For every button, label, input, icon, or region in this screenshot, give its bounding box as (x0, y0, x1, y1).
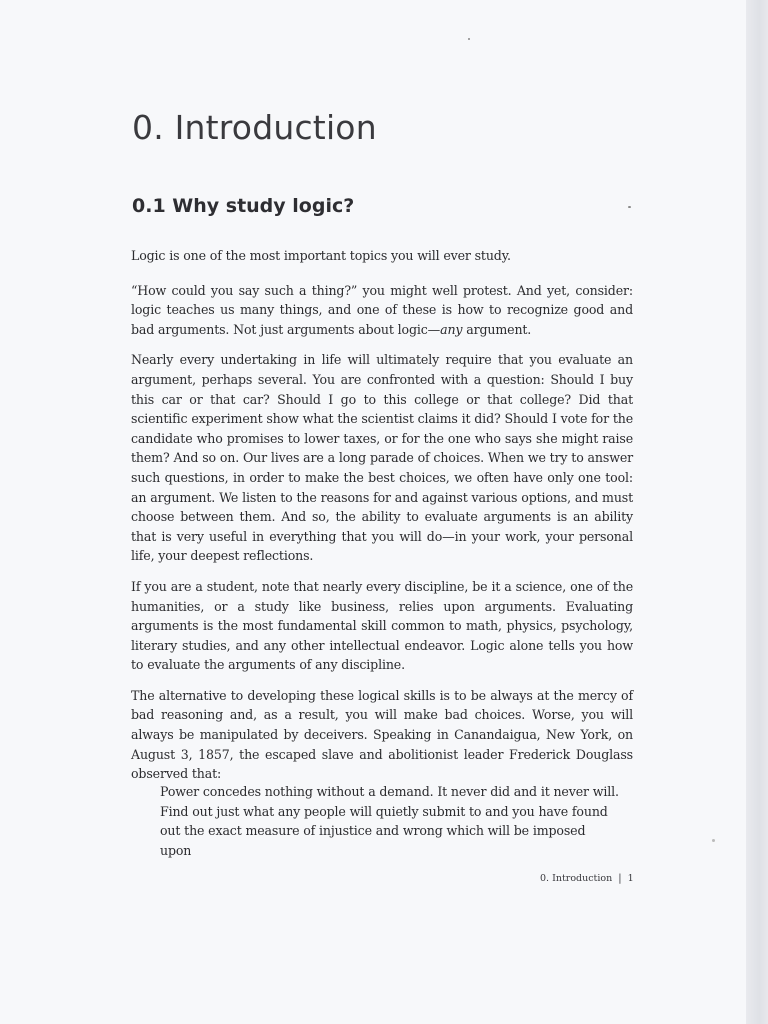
body-text (131, 246, 633, 795)
paragraph-2 (131, 281, 633, 340)
scan-speck (712, 839, 715, 842)
running-head: 0. Introduction (540, 873, 613, 884)
page-edge (746, 0, 768, 1024)
paragraph-2-before: “How could you say such a thing?” you might well protest. And yet, consider: logic teaches us many things, and one of these is how to recognize good and bad arguments. Not just arguments about logic— (131, 282, 633, 337)
scan-speck (468, 38, 470, 40)
paragraph-1: Logic is one of the most important topics you will ever study. (131, 248, 511, 263)
scan-speck (628, 206, 631, 208)
footer-separator: | (618, 873, 622, 884)
section-title: 0.1 Why study logic? (132, 195, 355, 217)
block-quote: Power concedes nothing without a demand. It never did and it never will. Find out just what any people will quietly submit to and you have found out the exact measure of injustice and wrong which will be imposed upon (160, 784, 619, 858)
paragraph-2-after: argument. (462, 321, 532, 337)
paragraph-4: If you are a student, note that nearly every discipline, be it a science, one of the humanities, or a study like business, relies upon arguments. Evaluating arguments is the most fundamental skill common to math, physics, psychology, literary studies, and any other intellectual endeavor. Logic alone tells you how to evaluate the arguments of any discipline. (131, 578, 633, 673)
paragraph-2-emphasis: any (440, 321, 463, 337)
page-footer (540, 873, 634, 884)
paragraph-3: Nearly every undertaking in life will ultimately require that you evaluate an argument, perhaps several. You are confronted with a question: Should I buy this car or that car? Should I go to this college or that college? Did that scientific experiment show what the scientist claims it did? Should I vote for the candidate who promises to lower taxes, or for the one who says she might raise them? And so on. Our lives are a long parade of choices. When we try to answer such questions, in order to make the best choices, we often have only one tool: an argument. We listen to the reasons for and against various options, and must choose between them. And so, the ability to evaluate arguments is an ability that is very useful in everything that you will do—in your work, your personal life, your deepest reflections. (131, 352, 633, 564)
paragraph-5: The alternative to developing these logical skills is to be always at the mercy of bad reasoning and, as a result, you will make bad choices. Worse, you will always be manipulated by deceivers. Speaking in Canandaigua, New York, on August 3, 1857, the escaped slave and abolitionist leader Frederick Douglass observed that: (131, 687, 633, 782)
chapter-title: 0. Introduction (132, 108, 377, 147)
page-number: 1 (627, 873, 634, 884)
